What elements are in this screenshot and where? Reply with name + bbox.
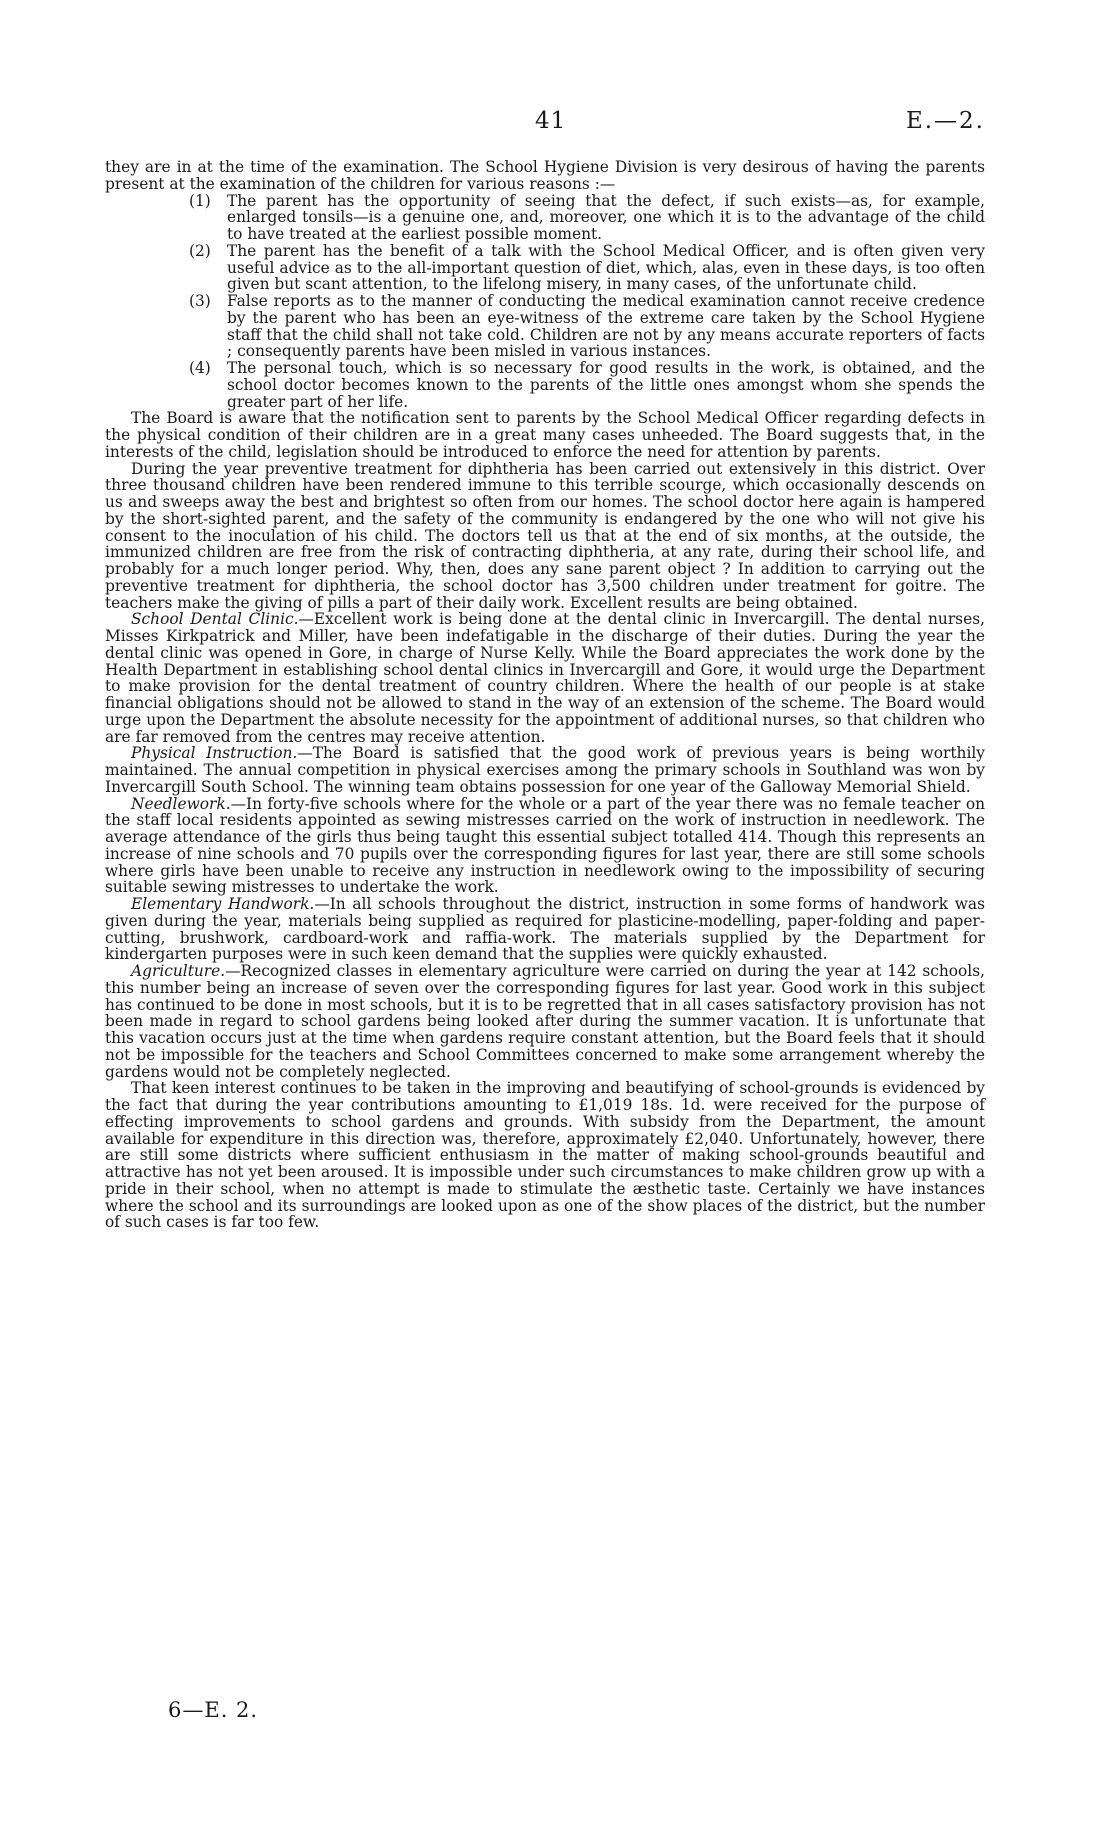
page-number: 41 [535, 108, 567, 134]
dental-clinic-heading: School Dental Clinic. [131, 610, 299, 629]
agriculture-heading: Agriculture. [131, 962, 226, 980]
reason-item [105, 243, 985, 293]
page-header [105, 108, 985, 148]
handwork-heading: Elementary Handwork. [131, 895, 315, 913]
handwork-text: —In all schools throughout the district, instruction in some forms of handwork was given during the year, materials being supplied as required for plasticine-modelling, paper-folding and paper-cutting, brushwork, cardboard-work and raffia-work. The materials supplied by the Department for kindergarten purposes were in such keen demand that the supplies were quickly exhausted. [105, 895, 985, 964]
physical-instruction-heading: Physical Instruction. [131, 744, 298, 763]
dental-clinic-paragraph [105, 611, 985, 745]
reason-number: (3) [189, 292, 211, 310]
intro-paragraph: they are in at the time of the examination. The School Hygiene Division is very desirous of having the parents present at the examination of the children for various reasons :— [105, 158, 985, 193]
physical-instruction-text: —The Board is satisfied that the good work of previous years is being worthily maintained. The annual competition in physical exercises among the primary schools in Southland was won by Invercargill South School. The winning team obtains possession for one year of the Galloway Memorial Shield. [105, 744, 985, 796]
reason-text: The personal touch, which is so necessary for good results in the work, is obtained, and the school doctor becomes known to the parents of the little ones amongst whom she spends the greater part of her life. [227, 359, 985, 411]
paper-reference: E.—2. [905, 108, 985, 134]
reason-item [105, 293, 985, 360]
reason-number: (4) [189, 359, 211, 377]
reasons-list [105, 193, 985, 411]
reason-number: (2) [189, 241, 211, 260]
signature-mark: 6—E. 2. [168, 1698, 259, 1722]
school-grounds-paragraph: That keen interest continues to be taken in the improving and beautifying of school-grounds is evidenced by the fact that during the year contributions amounting to £1,019 18s. 1d. were received for the purpose of effecting improvements to school gardens and grounds. With subsidy from the Department, the amount available for expenditure in this direction was, therefore, approximately £2,040. Unfortunately, however, there are still some districts where sufficient enthusiasm in the matter of making school-grounds beautiful and attractive has not yet been aroused. It is impossible under such circumstances to make children grow up with a pride in their school, when no attempt is made to stimulate the æsthetic taste. Certainly we have instances where the school and its surroundings are looked upon as one of the show places of the district, but the number of such cases is far too few. [105, 1079, 985, 1232]
reason-item [105, 360, 985, 410]
reason-item [105, 193, 985, 243]
reason-text: False reports as to the manner of conducting the medical examination cannot receive credence by the parent who has been an eye-witness of the extreme care taken by the School Hygiene staff that the child shall not take cold. Children are not by any means accurate reporters of facts ; consequently parents have been misled in various instances. [227, 292, 985, 361]
diphtheria-paragraph: During the year preventive treatment for diphtheria has been carried out extensively in this district. Over three thousand children have been rendered immune to this terrible scourge, which occasionally descends on us and sweeps away the best and brightest so often from our homes. The school doctor here again is hampered by the short-sighted parent, and the safety of the community is endangered by the one who will not give his consent to the inoculation of his child. The doctors tell us that at the end of six months, at the outside, the immunized children are free from the risk of contracting diphtheria, at any rate, during their school life, and probably for a much longer period. Why, then, does any sane parent object ? In addition to carrying out the preventive treatment for diphtheria, the school doctor has 3,500 children under treatment for goitre. The teachers make the giving of pills a part of their daily work. Excellent results are being obtained. [105, 459, 985, 612]
needlework-text: —In forty-five schools where for the whole or a part of the year there was no female teacher on the staff local residents appointed as sewing mistresses carried on the work of instruction in needlework. The average attendance of the girls thus being taught this essential subject totalled 414. Though this represents an increase of nine schools and 70 pupils over the corresponding figures for last year, there are still some schools where girls have been unable to receive any instruction in needlework owing to the impossibility of securing suitable sewing mistresses to undertake the work. [105, 794, 985, 897]
reason-text: The parent has the opportunity of seeing that the defect, if such exists—as, for example, enlarged tonsils—is a genuine one, and, moreover, one which it is to the advantage of the child to have treated at the earliest possible moment. [227, 191, 985, 243]
agriculture-paragraph [105, 963, 985, 1080]
dental-clinic-text: —Excellent work is being done at the dental clinic in Invercargill. The dental nurses, Misses Kirkpatrick and Miller, have been indefatigable in the discharge of their duties. During the year the dental clinic was opened in Gore, in charge of Nurse Kelly. While the Board appreciates the work done by the Health Department in establishing school dental clinics in Invercargill and Gore, it would urge the Department to make provision for the dental treatment of country children. Where the health of our people is at stake financial obligations should not be allowed to stand in the way of an extension of the scheme. The Board would urge upon the Department the absolute necessity for the appointment of additional nurses, so that children who are far removed from the centres may receive attention. [105, 610, 985, 746]
needlework-paragraph [105, 796, 985, 897]
reason-number: (1) [189, 191, 211, 210]
agriculture-text: —Recognized classes in elementary agriculture were carried on during the year at 142 schools, this number being an increase of seven over the corresponding figures for last year. Good work in this subject has continued to be done in most schools, but it is to be regretted that in all cases satisfactory provision has not been made in regard to school gardens being looked after during the summer vacation. It is unfortunate that this vacation occurs just at the time when gardens require constant attention, but the Board feels that it should not be impossible for the teachers and School Committees concerned to make some arrangement whereby the gardens would not be completely neglected. [105, 962, 985, 1081]
notification-paragraph: The Board is aware that the notification sent to parents by the School Medical Officer regarding defects in the physical condition of their children are in a great many cases unheeded. The Board suggests that, in the interests of the child, legislation should be introduced to enforce the need for attention by parents. [105, 409, 985, 461]
reason-text: The parent has the benefit of a talk with the School Medical Officer, and is often given very useful advice as to the all-important question of diet, which, alas, even in these days, is too often given but scant attention, to the lifelong misery, in many cases, of the unfortunate child. [227, 241, 985, 294]
physical-instruction-paragraph [105, 745, 985, 795]
body-text [105, 159, 985, 1231]
needlework-heading: Needlework. [131, 794, 231, 813]
handwork-paragraph [105, 896, 985, 963]
